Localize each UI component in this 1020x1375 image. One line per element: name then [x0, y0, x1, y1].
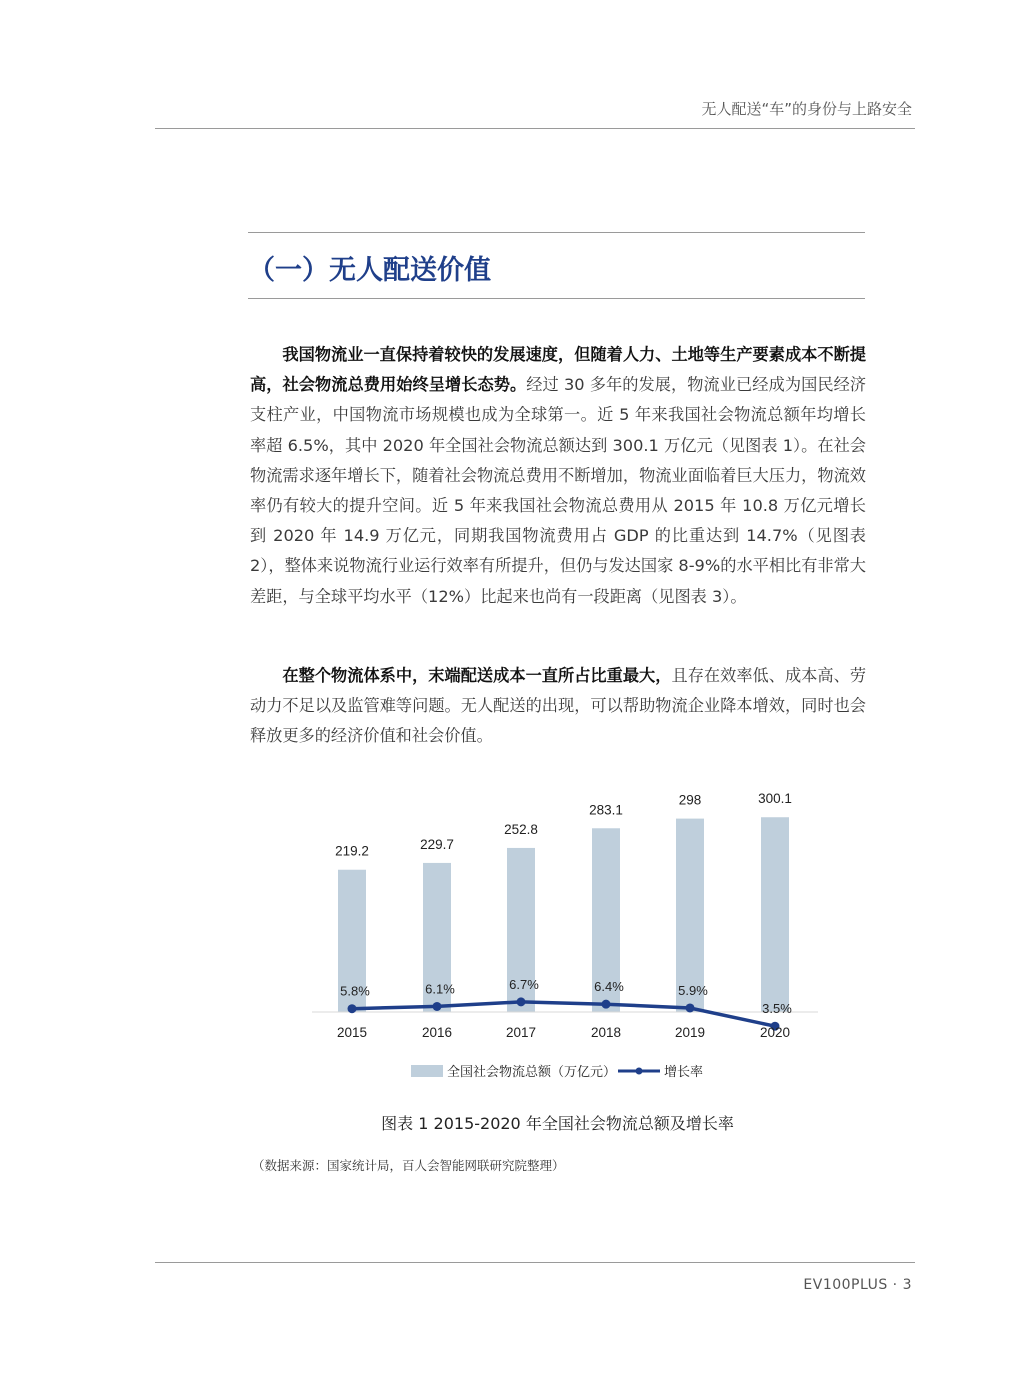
- logistics-total-chart: [300, 760, 840, 1090]
- rate-value-label: 6.1%: [425, 981, 455, 997]
- x-tick-label: 2020: [759, 1025, 791, 1040]
- rate-point-2018: [602, 1000, 611, 1009]
- paragraph-2-bold: 在整个物流体系中，末端配送成本一直所占比重最大，: [282, 666, 672, 685]
- paragraph-2: [250, 661, 866, 752]
- bar-value-label: 219.2: [335, 843, 369, 859]
- x-tick-label: 2019: [674, 1025, 706, 1040]
- x-tick-label: 2018: [590, 1025, 622, 1040]
- paragraph-1-bold: 我国物流业一直保持着较快的发展速度，但随着人力、土地等生产要素成本不断提高，社会物流总费用始终呈增长态势。: [250, 345, 866, 395]
- paragraph-1-text: 经过 30 多年的发展，物流业已经成为国民经济支柱产业，中国物流市场规模也成为全球第一。近 5 年来我国社会物流总额年均增长率超 6.5%，其中 2020 年全国社会物流总额达到 300.1 万亿元（见图表 1）。在社会物流需求逐年增长下，随着社会物流总费用不断增加，物流业面临着巨大压力，物流效率仍有较大的提升空间。近 5 年来我国社会物流总费用从 2015 年 10.8 万亿元增长到 2020 年 14.9 万亿元，同期我国物流费用占 GDP 的比重达到 14.7%（见图表 2），整体来说物流行业运行效率有所提升，但仍与发达国家 8-9%的水平相比有非常大差距，与全球平均水平（12%）比起来也尚有一段距离（见图表 3）。: [250, 375, 867, 606]
- rate-value-label: 5.8%: [340, 983, 370, 999]
- legend-bar-swatch: [411, 1065, 443, 1077]
- x-tick-label: 2015: [336, 1025, 368, 1040]
- rate-point-2015: [348, 1004, 357, 1013]
- legend-bar-label: 全国社会物流总额（万亿元）: [447, 1064, 617, 1079]
- section-bottom-divider: [248, 298, 865, 299]
- legend-line-label: 增长率: [664, 1064, 704, 1079]
- bar-value-label: 300.1: [758, 791, 792, 807]
- paragraph-1: [250, 340, 866, 612]
- x-tick-label: 2016: [421, 1025, 453, 1040]
- running-header: 无人配送“车”的身份与上路安全: [701, 100, 912, 118]
- bar-2020: [761, 817, 789, 1012]
- rate-point-2016: [433, 1002, 442, 1011]
- rate-value-label: 6.7%: [509, 976, 539, 992]
- x-tick-label: 2017: [505, 1025, 537, 1040]
- growth-rate-line: [352, 1002, 775, 1026]
- paragraph-2-text: 且存在效率低、成本高、劳动力不足以及监管难等问题。无人配送的出现，可以帮助物流企业降本增效，同时也会释放更多的经济价值和社会价值。: [250, 666, 867, 746]
- section-title: （一）无人配送价值: [248, 255, 491, 286]
- rate-value-label: 6.4%: [594, 979, 624, 995]
- figure-caption: 图表 1 2015-2020 年全国社会物流总额及增长率: [381, 1114, 734, 1133]
- bar-value-label: 229.7: [420, 836, 454, 852]
- bar-value-label: 283.1: [589, 802, 623, 818]
- rate-point-2019: [686, 1003, 695, 1012]
- rate-point-2017: [517, 997, 526, 1006]
- page-footer: EV100PLUS · 3: [803, 1277, 912, 1293]
- section-top-divider: [248, 232, 865, 233]
- footer-divider: [155, 1262, 915, 1263]
- rate-value-label: 3.5%: [762, 1001, 792, 1017]
- header-divider: [155, 128, 915, 129]
- rate-value-label: 5.9%: [678, 982, 708, 998]
- data-source-note: （数据来源：国家统计局，百人会智能网联研究院整理）: [252, 1158, 565, 1173]
- bar-value-label: 252.8: [504, 821, 538, 837]
- bar-value-label: 298: [678, 792, 702, 808]
- legend-line-marker: [636, 1068, 643, 1075]
